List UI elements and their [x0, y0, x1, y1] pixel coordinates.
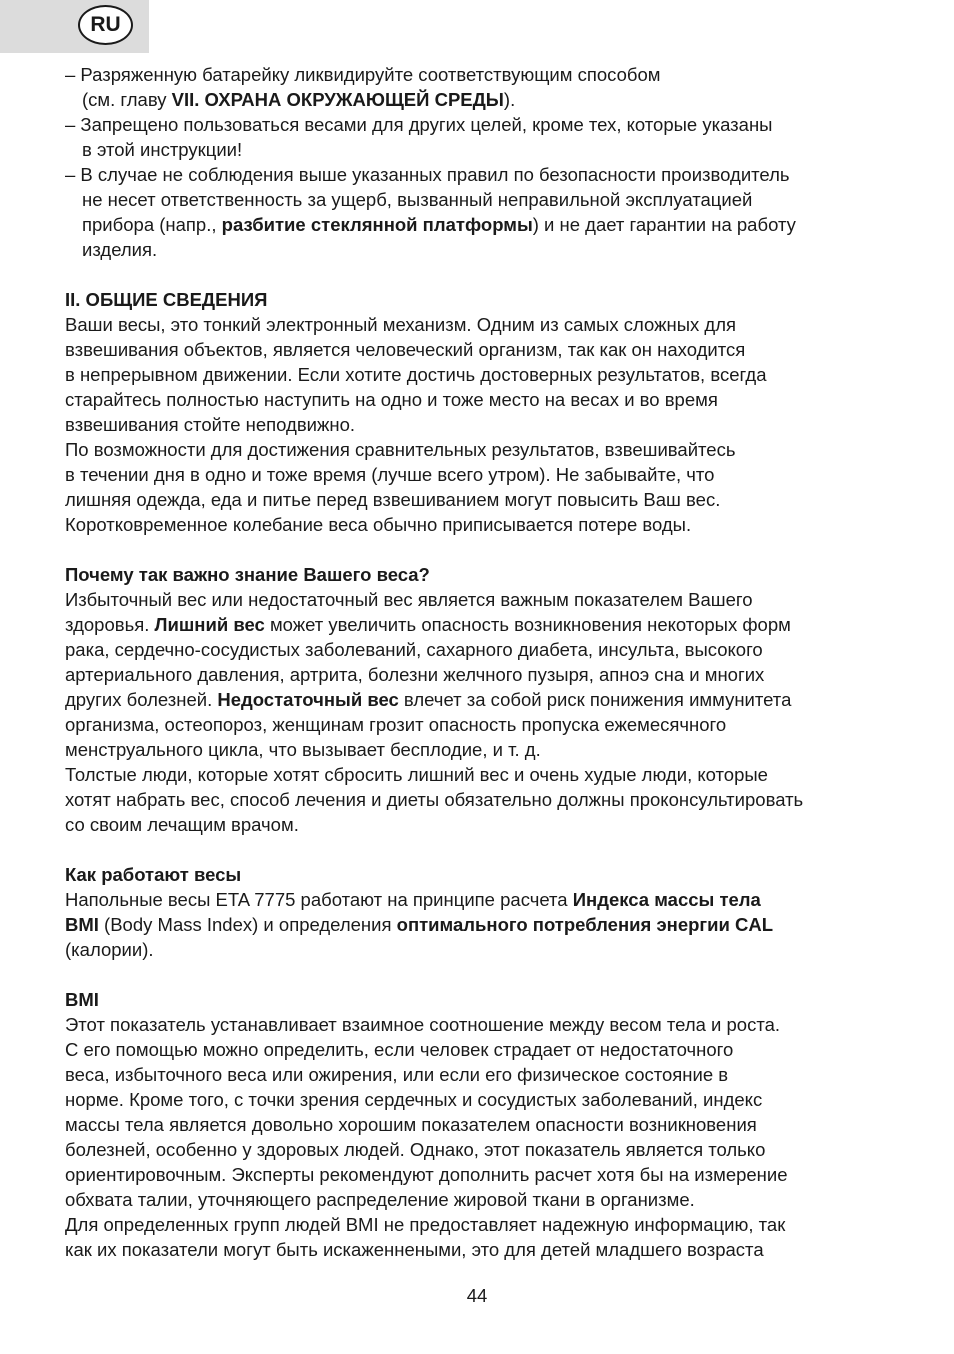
paragraph-line: в непрерывном движении. Если хотите достичь достоверных результатов, всегда [65, 364, 767, 385]
safety-item-2 [65, 112, 895, 137]
text-line: ) и не дает гарантии на работу [532, 214, 796, 235]
paragraph-line [65, 887, 895, 912]
paragraph-line: веса, избыточного веса или ожирения, или если его физическое состояние в [65, 1064, 729, 1085]
paragraph-line: обхвата талии, уточняющего распределение жировой ткани в организме. [65, 1189, 695, 1210]
paragraph-line: Этот показатель устанавливает взаимное соотношение между весом тела и роста. [65, 1014, 781, 1035]
text-line: влечет за собой риск понижения иммунитета [398, 689, 792, 710]
safety-item-1 [65, 62, 895, 87]
bold-reference: VII. ОХРАНА ОКРУЖАЮЩЕЙ СРЕДЫ [171, 89, 504, 110]
paragraph-line: Для определенных групп людей BMI не предоставляет надежную информацию, так [65, 1214, 786, 1235]
paragraph-line: Коротковременное колебание веса обычно приписывается потере воды. [65, 514, 692, 535]
paragraph-line: взвешивания стойте неподвижно. [65, 414, 356, 435]
bold-phrase: Недостаточный вес [217, 689, 399, 710]
paragraph-line: менструального цикла, что вызывает бесплодие, и т. д. [65, 739, 541, 760]
paragraph-line: хотят набрать вес, способ лечения и диеты обязательно должны проконсультировать [65, 789, 804, 810]
section-heading-bmi: BMI [65, 989, 99, 1010]
paragraph-line: лишняя одежда, еда и питье перед взвешиванием могут повысить Ваш вес. [65, 489, 721, 510]
section-heading-how: Как работают весы [65, 864, 242, 885]
paragraph-line: со своим лечащим врачом. [65, 814, 299, 835]
paragraph-line [65, 912, 895, 937]
text-line: здоровья. [65, 614, 155, 635]
paragraph-line: Ваши весы, это тонкий электронный механизм. Одним из самых сложных для [65, 314, 737, 335]
paragraph-line: Избыточный вес или недостаточный вес является важным показателем Вашего [65, 589, 753, 610]
paragraph-line: артериального давления, артрита, болезни желчного пузыря, апноэ сна и многих [65, 664, 765, 685]
paragraph-line: болезней, особенно у здоровых людей. Однако, этот показатель является только [65, 1139, 766, 1160]
safety-item-2-cont [65, 137, 895, 162]
safety-item-3-cont [65, 187, 895, 212]
paragraph-line: ориентировочным. Эксперты рекомендуют дополнить расчет хотя бы на измерение [65, 1164, 788, 1185]
language-tab [0, 0, 149, 53]
text-line: ). [503, 89, 516, 110]
text-line: может увеличить опасность возникновения некоторых форм [264, 614, 791, 635]
paragraph-line: в течении дня в одно и тоже время (лучше всего утром). Не забывайте, что [65, 464, 715, 485]
bold-phrase: разбитие стеклянной платформы [221, 214, 533, 235]
paragraph-line: организма, остеопороз, женщинам грозит опасность пропуска ежемесячного [65, 714, 727, 735]
bold-phrase: оптимального потребления энергии CAL [396, 914, 774, 935]
paragraph-line: старайтесь полностью наступить на одно и тоже место на весах и во время [65, 389, 718, 410]
page-number: 44 [466, 1285, 488, 1306]
text-line: в этой инструкции! [82, 139, 243, 160]
paragraph-line [65, 612, 895, 637]
paragraph-line: Толстые люди, которые хотят сбросить лишний вес и очень худые люди, которые [65, 764, 768, 785]
text-line: (Body Mass Index) и определения [98, 914, 397, 935]
text-line: не несет ответственность за ущерб, вызванный неправильной эксплуатацией [82, 189, 753, 210]
text-line: – Запрещено пользоваться весами для других целей, кроме тех, которые указаны [65, 114, 773, 135]
safety-item-3 [65, 162, 895, 187]
paragraph-line: взвешивания объектов, является человеческий организм, так как он находится [65, 339, 746, 360]
text-line: – В случае не соблюдения выше указанных правил по безопасности производитель [65, 164, 790, 185]
bold-phrase: Индекса массы тела [572, 889, 761, 910]
paragraph-line: По возможности для достижения сравнительных результатов, взвешивайтесь [65, 439, 736, 460]
paragraph-line: как их показатели могут быть искаженнеными, это для детей младшего возраста [65, 1239, 764, 1260]
text-line: – Разряженную батарейку ликвидируйте соответствующим способом [65, 64, 661, 85]
paragraph-line: С его помощью можно определить, если человек страдает от недостаточного [65, 1039, 734, 1060]
page-content [65, 62, 895, 1262]
text-line: (см. главу [82, 89, 172, 110]
paragraph-line: массы тела является довольно хорошим показателем опасности возникновения [65, 1114, 757, 1135]
text-line: изделия. [82, 239, 158, 260]
bold-phrase: BMI [65, 914, 99, 935]
section-heading-general: II. ОБЩИЕ СВЕДЕНИЯ [65, 289, 268, 310]
paragraph-line [65, 687, 895, 712]
language-badge: RU [78, 5, 133, 45]
text-line: других болезней. [65, 689, 218, 710]
paragraph-line: рака, сердечно-сосудистых заболеваний, сахарного диабета, инсульта, высокого [65, 639, 763, 660]
section-heading-why: Почему так важно знание Вашего веса? [65, 564, 430, 585]
paragraph-line: (калории). [65, 939, 154, 960]
safety-item-3-cont [65, 237, 895, 262]
text-line: Напольные весы ETA 7775 работают на принципе расчета [65, 889, 573, 910]
safety-item-3-cont [65, 212, 895, 237]
safety-item-1-cont [65, 87, 895, 112]
text-line: прибора (напр., [82, 214, 222, 235]
bold-phrase: Лишний вес [154, 614, 265, 635]
paragraph-line: норме. Кроме того, с точки зрения сердечных и сосудистых заболеваний, индекс [65, 1089, 763, 1110]
